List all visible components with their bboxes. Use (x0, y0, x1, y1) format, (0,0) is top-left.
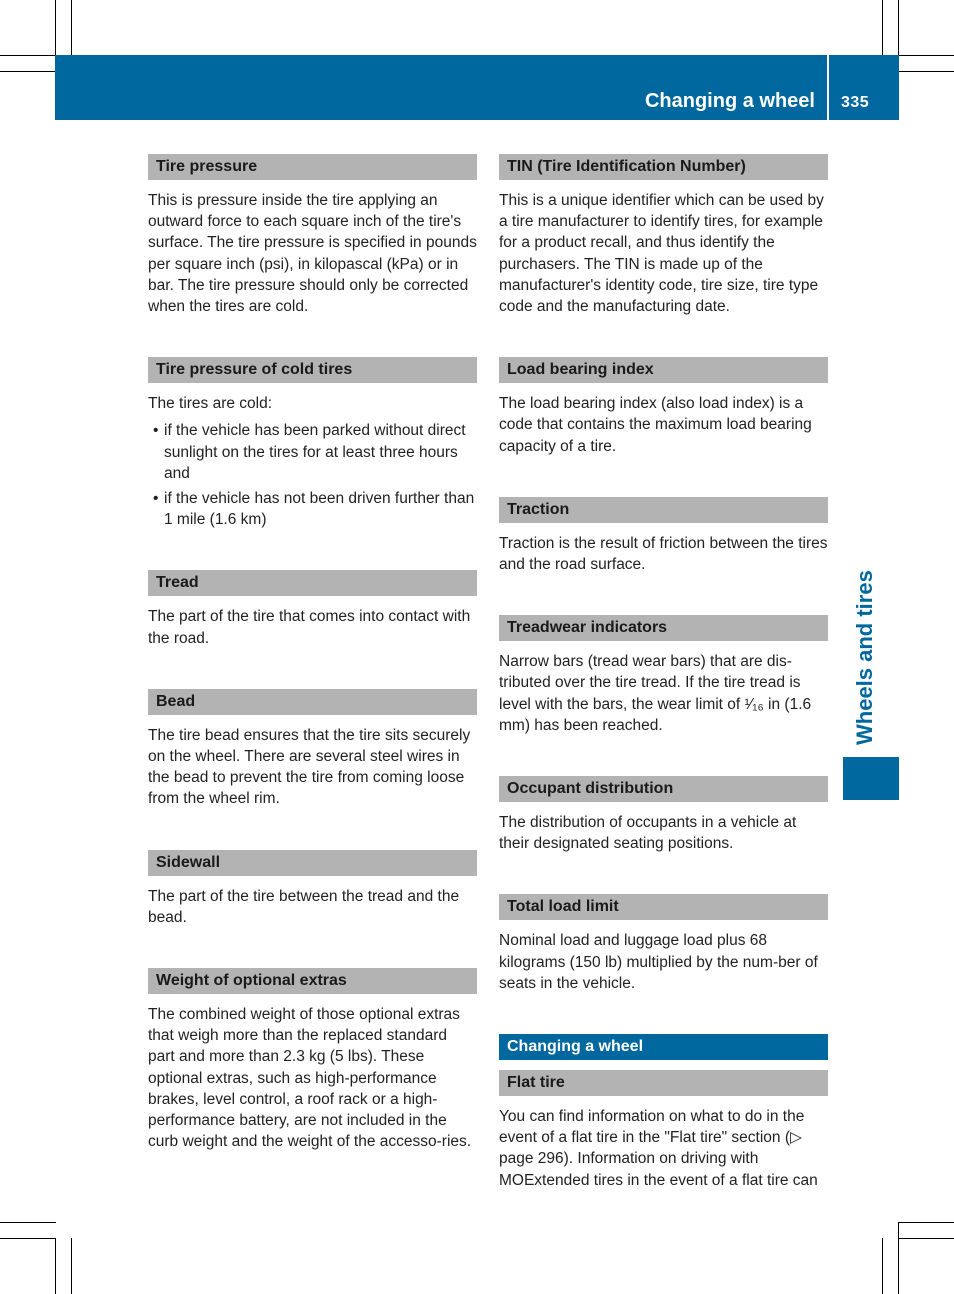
section-sidewall (148, 850, 477, 928)
section-tread (148, 570, 477, 648)
section-heading: TIN (Tire Identification Number) (499, 154, 828, 180)
crop-mark (0, 55, 56, 56)
section-heading: Occupant distribution (499, 776, 828, 802)
crop-mark (898, 0, 899, 56)
chapter-changing-a-wheel (499, 1034, 828, 1060)
section-heading: Flat tire (499, 1070, 828, 1096)
crop-mark (0, 71, 56, 72)
section-text: Narrow bars (tread wear bars) that are dis-tributed over the tire tread. If the tire tread is level with the bars, the wear limit of ¹⁄₁₆ in (1.6 mm) has been reached. (499, 653, 812, 734)
section-heading: Total load limit (499, 894, 828, 920)
section-heading: Traction (499, 497, 828, 523)
section-text: The tire bead ensures that the tire sits securely on the wheel. There are several steel wires in the bead to prevent the tire from coming loose from the wheel rim. (148, 726, 471, 808)
crop-mark (55, 0, 56, 56)
crop-mark (898, 1222, 899, 1294)
section-text: You can find information on what to do in the event of a flat tire in the "Flat tire" section (▷ page 296). Information on driving with MOExtended tires in the event of a flat tire can (499, 1108, 818, 1189)
side-tab-label: Wheels and tires (852, 570, 877, 745)
header-divider (827, 55, 829, 120)
section-text: The distribution of occupants in a vehicle at their designated seating positions. (499, 814, 797, 853)
section-text: The combined weight of those optional extras that weigh more than the replaced standard part and more than 2.3 kg (5 lbs). These optional extras, such as high-performance brakes, level control, a roof rack or a high-performance battery, are not included in the curb weight and the weight of the accesso-ries. (148, 1006, 472, 1151)
section-flat-tire (499, 1070, 828, 1191)
section-heading: Sidewall (148, 850, 477, 876)
crop-mark (898, 1222, 954, 1223)
section-weight-optional-extras (148, 968, 477, 1152)
section-treadwear-indicators (499, 615, 828, 736)
section-bead (148, 689, 477, 810)
crop-mark (898, 71, 954, 72)
section-text: This is pressure inside the tire applying an outward force to each square inch of the tire's surface. The tire pressure is specified in pounds per square inch (psi), in kilopascal (kPa) or in bar. The tire pressure should only be corrected when the tires are cold. (148, 192, 477, 316)
section-tire-pressure-cold-tires (148, 357, 477, 530)
section-text: The tires are cold: (148, 395, 273, 413)
page-title: Changing a wheel (644, 90, 815, 112)
right-column (499, 154, 828, 1231)
section-total-load-limit (499, 894, 828, 994)
section-text: Nominal load and luggage load plus 68 kilograms (150 lb) multiplied by the num-ber of seats in the vehicle. (499, 932, 818, 992)
crop-mark (55, 1238, 56, 1294)
crop-mark (898, 55, 954, 56)
crop-mark (0, 1222, 56, 1223)
section-heading: Bead (148, 689, 477, 715)
crop-mark (0, 1238, 56, 1239)
section-heading: Tread (148, 570, 477, 596)
section-heading: Load bearing index (499, 357, 828, 383)
section-text: The load bearing index (also load index) is a code that contains the maximum load bearing capacity of a tire. (499, 395, 812, 455)
section-text: Traction is the result of friction between the tires and the road surface. (499, 534, 828, 574)
section-occupant-distribution (499, 776, 828, 854)
bullet-list (148, 420, 477, 530)
section-heading: Tire pressure of cold tires (148, 357, 477, 383)
section-tire-pressure (148, 154, 477, 317)
section-heading: Treadwear indicators (499, 615, 828, 641)
list-item: • if the vehicle has been parked without direct sunlight on the tires for at least three hours and (148, 420, 477, 484)
crop-mark (882, 0, 883, 56)
section-heading: Weight of optional extras (148, 968, 477, 994)
chapter-heading: Changing a wheel (499, 1034, 828, 1060)
crop-mark (898, 1238, 954, 1239)
section-load-bearing-index (499, 357, 828, 457)
crop-mark (882, 1238, 883, 1294)
side-tab-marker (843, 757, 899, 800)
crop-mark (71, 0, 72, 56)
list-item: • if the vehicle has not been driven further than 1 mile (1.6 km) (148, 488, 477, 530)
page-number: 335 (841, 94, 870, 111)
page-header (55, 55, 899, 120)
crop-mark (71, 1238, 72, 1294)
section-tin (499, 154, 828, 317)
section-traction (499, 497, 828, 575)
section-text: The part of the tire that comes into contact with the road. (148, 608, 471, 647)
section-heading: Tire pressure (148, 154, 477, 180)
left-column (148, 154, 477, 1192)
section-text: The part of the tire between the tread and the bead. (148, 887, 460, 926)
section-text: This is a unique identifier which can be used by a tire manufacturer to identify tires, for example for a product recall, and thus identify the purchasers. The TIN is made up of the manufacturer's identity code, tire size, tire type code and the manufacturing date. (499, 192, 824, 316)
